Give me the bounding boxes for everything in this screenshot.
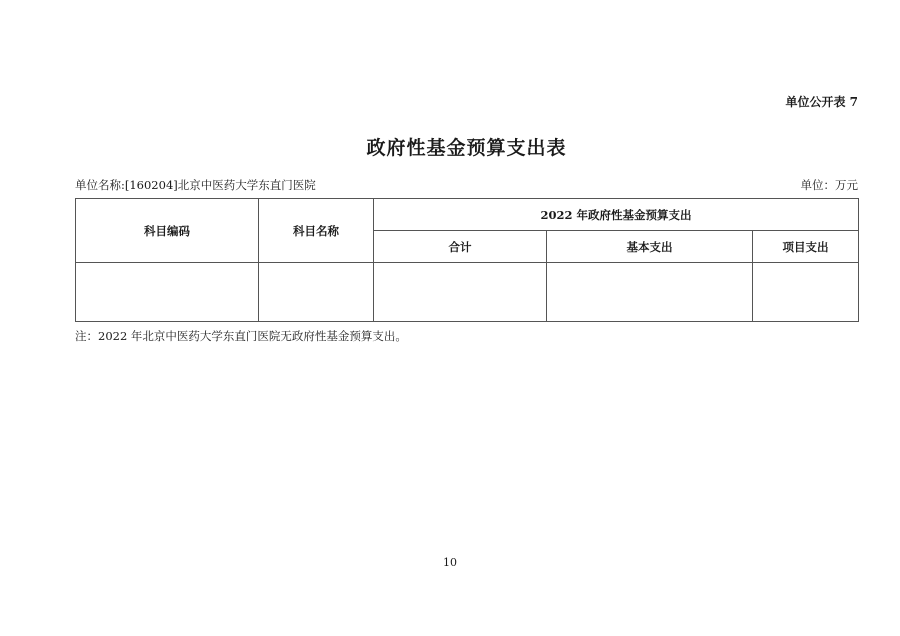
column-header-project-expenditure: 项目支出 (753, 231, 859, 263)
footnote: 注：2022 年北京中医药大学东直门医院无政府性基金预算支出。 (75, 329, 407, 343)
column-header-subject-name: 科目名称 (259, 199, 374, 263)
unit-name-label: 单位名称:[160204]北京中医药大学东直门医院 (75, 178, 316, 192)
cell-subject-name (259, 263, 374, 322)
page-number: 10 (443, 556, 457, 569)
table-row (76, 263, 859, 322)
cell-basic-expenditure (547, 263, 753, 322)
cell-total (374, 263, 547, 322)
meta-row (75, 177, 858, 193)
page-title: 政府性基金预算支出表 (366, 137, 567, 159)
unit-of-measure-label: 单位：万元 (800, 178, 858, 192)
column-header-basic-expenditure: 基本支出 (547, 231, 753, 263)
corner-table-label: 单位公开表 7 (785, 95, 858, 109)
budget-expenditure-table (75, 198, 859, 322)
column-header-subject-code: 科目编码 (76, 199, 259, 263)
cell-project-expenditure (753, 263, 859, 322)
column-group-header-2022-budget: 2022 年政府性基金预算支出 (374, 199, 859, 231)
column-header-total: 合计 (374, 231, 547, 263)
cell-subject-code (76, 263, 259, 322)
